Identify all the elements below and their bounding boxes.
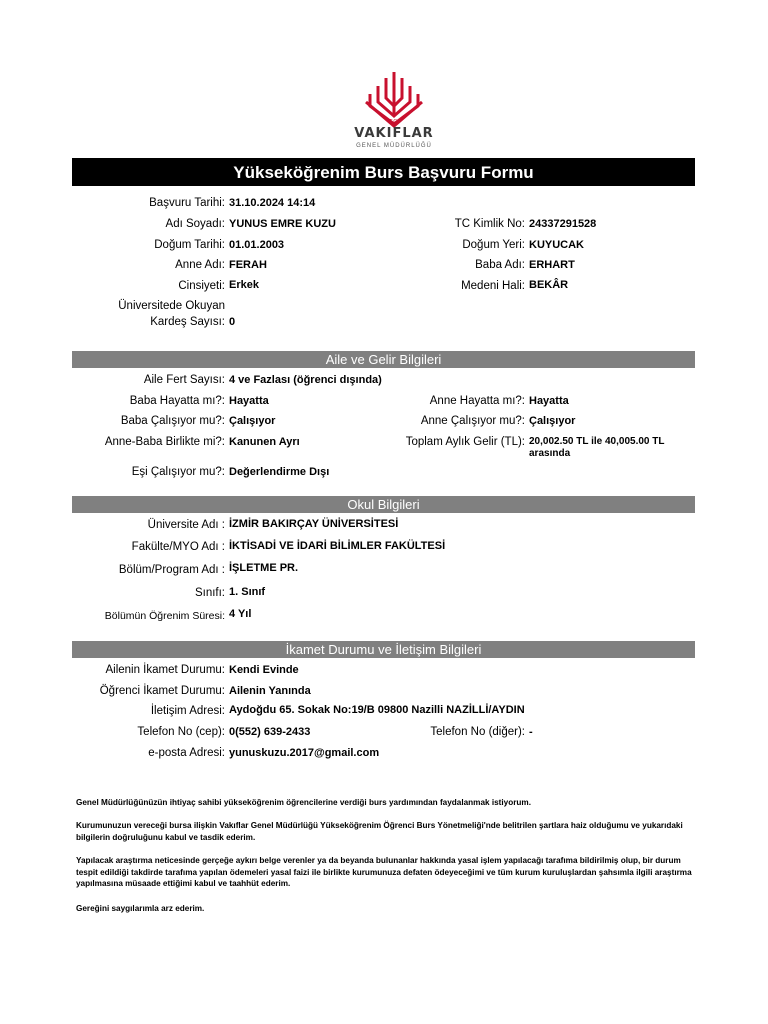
label-aile-fert: Aile Fert Sayısı:	[143, 374, 225, 386]
declaration-paragraph-4: Gereğini saygılarımla arz ederim.	[76, 904, 205, 913]
label-anne-adi: Anne Adı:	[175, 259, 225, 271]
label-birlikte: Anne-Baba Birlikte mi?:	[104, 436, 225, 448]
label-iletisim-adresi: İletişim Adresi:	[150, 705, 225, 717]
label-eposta: e-posta Adresi:	[148, 747, 225, 759]
declaration-paragraph-2: Kurumunuzun vereceği bursa ilişkin Vakıflar Genel Müdürlüğü Yükseköğrenim Öğrenci Burs Yönetmeliği'nde belitrilen şartlara haiz olduğumu ve yukarıdaki bilgilerin doğruluğunu kabul ve tasdik ederim.	[76, 821, 683, 842]
value-baba-hayatta: Hayatta	[229, 395, 269, 407]
label-dogum-yeri: Doğum Yeri:	[462, 239, 525, 251]
label-medeni-hali: Medeni Hali:	[461, 280, 525, 292]
value-tc-kimlik: 24337291528	[529, 218, 597, 230]
value-toplam-gelir: 20,002.50 TL ile 40,005.00 TL arasında	[529, 436, 665, 459]
value-universite: İZMİR BAKIRÇAY ÜNİVERSİTESİ	[229, 518, 399, 530]
value-anne-calisiyor: Çalışıyor	[529, 415, 576, 427]
value-telefon-cep: 0(552) 639-2433	[229, 726, 311, 738]
section-okul: Okul Bilgileri	[72, 496, 695, 513]
value-iletisim-adresi: Aydoğdu 65. Sokak No:19/B 09800 Nazilli NAZİLLİ/AYDIN	[229, 704, 525, 716]
label-anne-hayatta: Anne Hayatta mı?:	[429, 395, 525, 407]
value-adi-soyadi: YUNUS EMRE KUZU	[229, 218, 336, 230]
logo-subtitle: GENEL MÜDÜRLÜĞÜ	[356, 143, 432, 149]
label-dogum-tarihi: Doğum Tarihi:	[154, 239, 225, 251]
label-ogrenim-suresi: Bölümün Öğrenim Süresi:	[104, 610, 225, 622]
label-telefon-diger: Telefon No (diğer):	[430, 726, 525, 738]
value-basvuru-tarihi: 31.10.2024 14:14	[229, 197, 316, 209]
label-fakulte: Fakülte/MYO Adı :	[131, 541, 225, 553]
value-anne-hayatta: Hayatta	[529, 395, 569, 407]
form-title: Yükseköğrenim Burs Başvuru Formu	[72, 158, 695, 186]
label-adi-soyadi: Adı Soyadı:	[165, 218, 225, 230]
logo-wordmark: VAKIFLAR	[354, 126, 434, 141]
label-kardes-line1: Üniversitede Okuyan	[118, 300, 225, 312]
label-bolum: Bölüm/Program Adı :	[118, 564, 225, 576]
label-basvuru-tarihi: Başvuru Tarihi:	[149, 197, 225, 209]
value-dogum-yeri: KUYUCAK	[529, 239, 584, 251]
label-telefon-cep: Telefon No (cep):	[137, 726, 225, 738]
value-anne-adi: FERAH	[229, 259, 267, 271]
declaration-paragraph-1: Genel Müdürlüğünüzün ihtiyaç sahibi yükseköğrenim öğrencilerine verdiği burs yardımından faydalanmak istiyorum.	[76, 798, 531, 807]
value-esi-calisiyor: Değerlendirme Dışı	[229, 466, 330, 478]
value-kardes-sayisi: 0	[229, 316, 236, 328]
value-bolum: İŞLETME PR.	[229, 562, 299, 574]
value-medeni-hali: BEKÂR	[529, 279, 569, 291]
label-ogrenci-ikamet: Öğrenci İkamet Durumu:	[99, 685, 225, 697]
label-toplam-gelir: Toplam Aylık Gelir (TL):	[405, 436, 525, 448]
label-aile-ikamet: Ailenin İkamet Durumu:	[105, 664, 225, 676]
value-ogrenci-ikamet: Ailenin Yanında	[229, 685, 311, 697]
label-sinif: Sınıfı:	[194, 587, 225, 599]
label-universite: Üniversite Adı :	[147, 519, 225, 531]
label-tc-kimlik: TC Kimlik No:	[454, 218, 525, 230]
section-ikamet-iletisim: İkamet Durumu ve İletişim Bilgileri	[72, 641, 695, 658]
value-birlikte: Kanunen Ayrı	[229, 436, 300, 448]
value-fakulte: İKTİSADİ VE İDARİ BİLİMLER FAKÜLTESİ	[229, 540, 446, 552]
declaration-paragraph-3: Yapılacak araştırma neticesinde gerçeğe aykırı belge verenler ya da beyanda bulunanlar hakkında yasal işlem yapılacağı tarafıma bildirilmiş olup, bir durum tespit edildiği takdirde tarafıma yapılan ödemeleri yasal faizi ile birlikte kurumunuza defaten ödeyeceğimi ve tüm kurum kuruluşlardan şahsımla ilgili araştırma yapılmasına müsaade ettiğimi kabul ve taahhüt ederim.	[76, 856, 692, 888]
value-dogum-tarihi: 01.01.2003	[229, 239, 285, 251]
label-kardes-line2: Kardeş Sayısı:	[150, 316, 225, 328]
label-esi-calisiyor: Eşi Çalışıyor mu?:	[131, 466, 225, 478]
label-baba-adi: Baba Adı:	[475, 259, 525, 271]
label-anne-calisiyor: Anne Çalışıyor mu?:	[420, 415, 525, 427]
value-baba-adi: ERHART	[529, 259, 575, 271]
value-baba-calisiyor: Çalışıyor	[229, 415, 276, 427]
value-ogrenim-suresi: 4 Yıl	[229, 608, 252, 620]
value-aile-ikamet: Kendi Evinde	[229, 664, 299, 676]
value-cinsiyeti: Erkek	[229, 279, 259, 291]
label-baba-calisiyor: Baba Çalışıyor mu?:	[120, 415, 225, 427]
label-baba-hayatta: Baba Hayatta mı?:	[129, 395, 225, 407]
value-aile-fert: 4 ve Fazlası (öğrenci dışında)	[229, 374, 382, 386]
value-sinif: 1. Sınıf	[229, 586, 266, 598]
value-eposta: yunuskuzu.2017@gmail.com	[229, 747, 380, 759]
logo-tc: T.C.	[389, 119, 399, 125]
value-telefon-diger: -	[529, 726, 533, 738]
section-aile-gelir: Aile ve Gelir Bilgileri	[72, 351, 695, 368]
label-cinsiyeti: Cinsiyeti:	[178, 280, 225, 292]
